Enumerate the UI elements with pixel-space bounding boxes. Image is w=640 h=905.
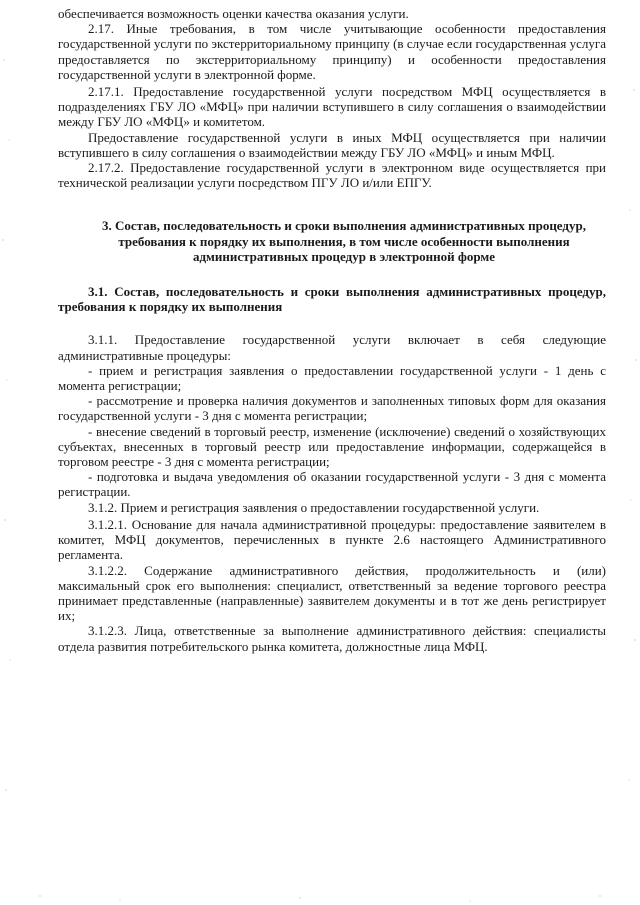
- document-body: [58, 6, 606, 654]
- list-item: - рассмотрение и проверка наличия документов и заполненных типовых форм для оказания государственной услуги - 3 дня с момента регистрации;: [58, 393, 606, 424]
- list-item: - внесение сведений в торговый реестр, изменение (исключение) сведений о хозяйствующих субъектах, внесенных в торговый реестр или предоставление информации, содержащейся в торговом реестре - 3 дня с момента регистрации;: [58, 423, 606, 470]
- section-heading: 3. Состав, последовательность и сроки выполнения административных процедур, требования к порядку их выполнения, в том числе особенности выполнения административных процедур в электронной форме: [102, 218, 586, 264]
- spacer: [58, 264, 606, 284]
- paragraph: 3.1.1. Предоставление государственной услуги включает в себя следующие административные процедуры:: [58, 332, 606, 363]
- paragraph: 2.17. Иные требования, в том числе учитывающие особенности предоставления государственной услуги по экстерриториальному принципу (в случае если государственная услуга предоставляется по экстерриториальному принципу) и особенности предоставления государственной услуги в электронной форме.: [58, 21, 607, 82]
- paragraph: 2.17.2. Предоставление государственной услуги в электронном виде осуществляется при технической реализации услуги посредством ПГУ ЛО и/или ЕПГУ.: [58, 160, 606, 191]
- paragraph: обеспечивается возможность оценки качества оказания услуги.: [58, 6, 409, 21]
- subsection-heading: 3.1. Состав, последовательность и сроки выполнения административных процедур, требования к порядку их выполнения: [58, 284, 606, 315]
- paragraph: 3.1.2. Прием и регистрация заявления о предоставлении государственной услуги.: [88, 499, 540, 515]
- paragraph: 3.1.2.2. Содержание административного действия, продолжительность и (или) максимальный срок его выполнения: специалист, ответственный за ведение торгового реестра принимает представленные (направленные) заявителем документы и в тот же день регистрирует их;: [58, 562, 606, 624]
- paragraph: 3.1.2.3. Лица, ответственные за выполнение административного действия: специалисты отдела развития потребительского рынка комитета, должностные лица МФЦ.: [58, 623, 606, 654]
- spacer: [58, 314, 606, 332]
- paragraph: 2.17.1. Предоставление государственной услуги посредством МФЦ осуществляется в подразделениях ГБУ ЛО «МФЦ» при наличии вступившего в силу соглашения о взаимодействии между ГБУ ЛО «МФЦ» и комитетом.: [58, 84, 606, 130]
- list-item: - прием и регистрация заявления о предоставлении государственной услуги - 1 день с момента регистрации;: [58, 362, 606, 394]
- spacer: [58, 190, 606, 218]
- paragraph: 3.1.2.1. Основание для начала административной процедуры: предоставление заявителем в комитет, МФЦ документов, перечисленных в пункте 2.6 настоящего Административного регламента.: [58, 516, 606, 563]
- list-item: - подготовка и выдача уведомления об оказании государственной услуги - 3 дня с момента регистрации.: [58, 469, 606, 500]
- paragraph: Предоставление государственной услуги в иных МФЦ осуществляется при наличии вступившего в силу соглашения о взаимодействии между ГБУ ЛО «МФЦ» и иным МФЦ.: [58, 129, 606, 160]
